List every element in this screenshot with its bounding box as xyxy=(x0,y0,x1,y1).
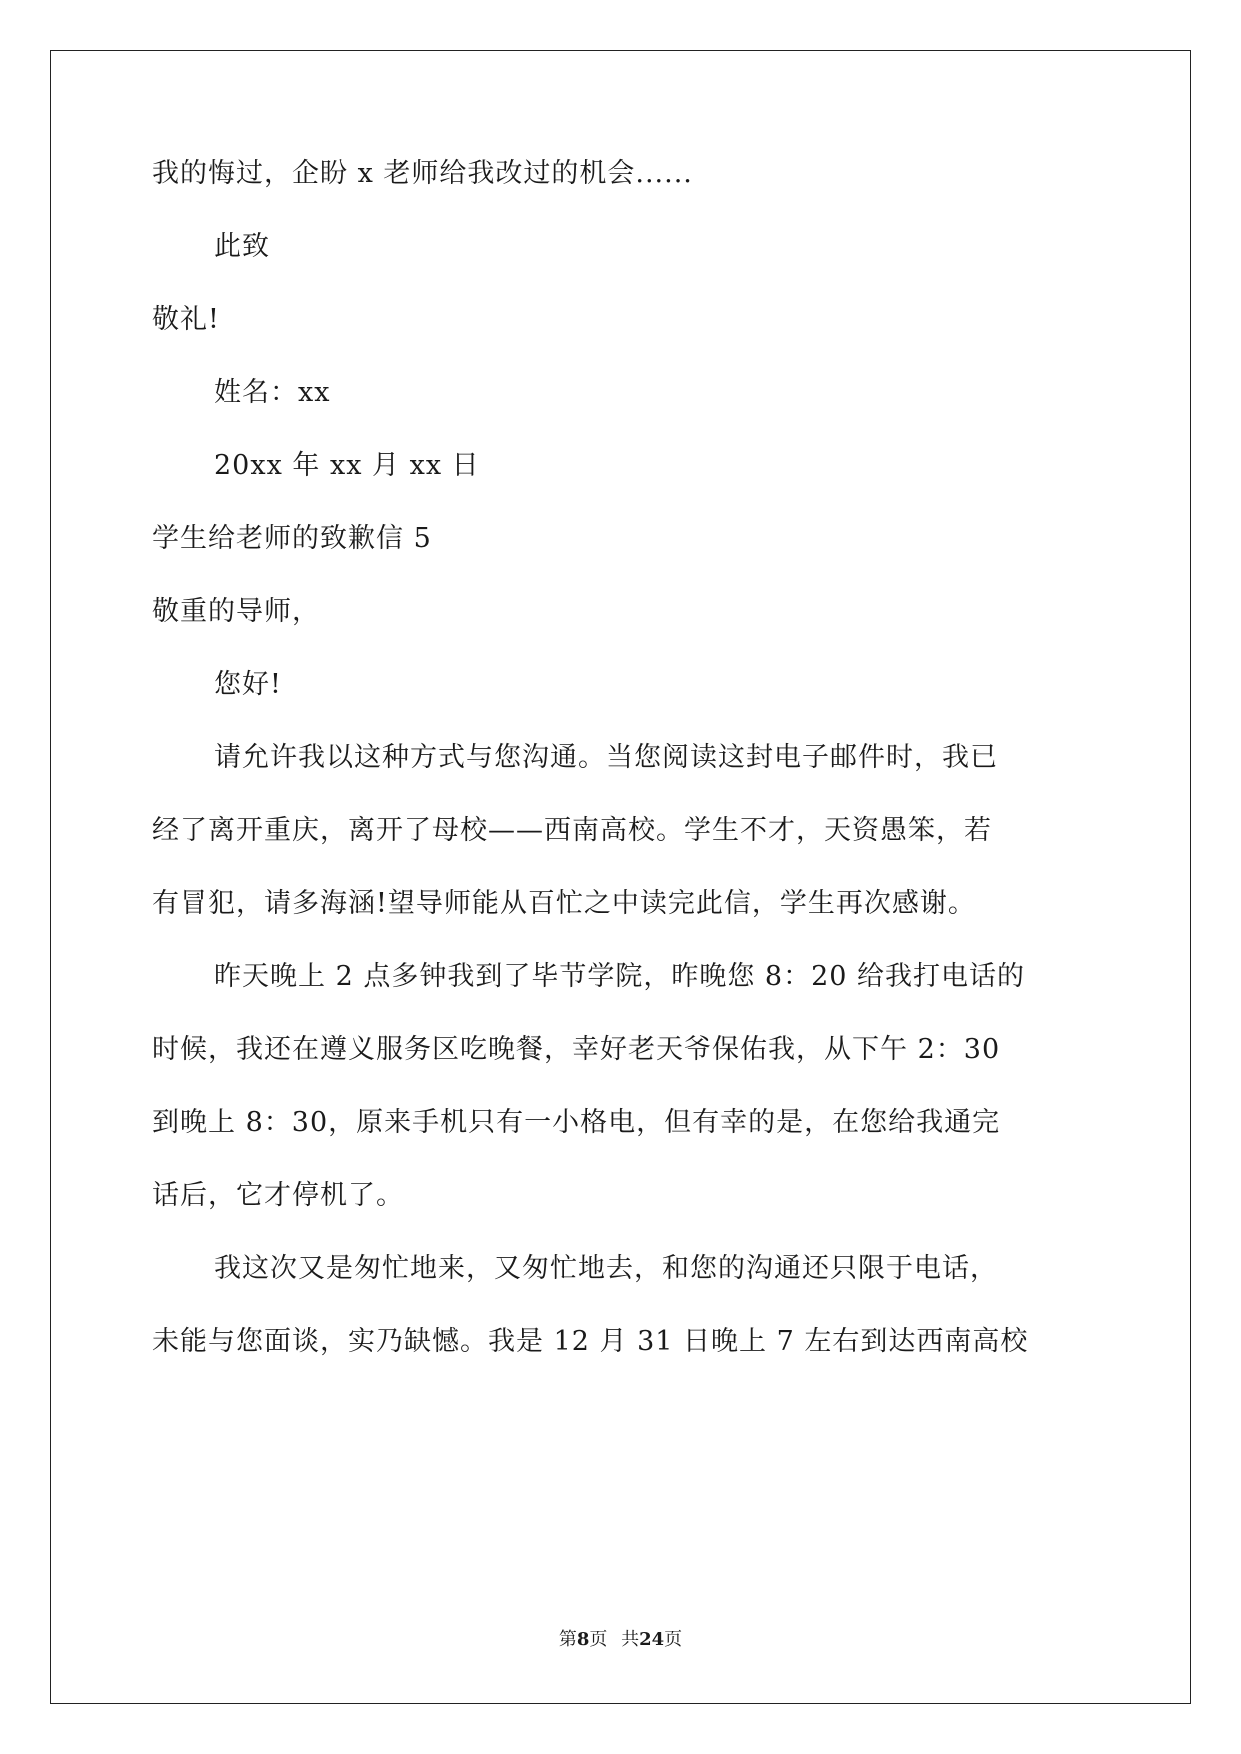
footer-page-suffix: 页 xyxy=(589,1629,608,1650)
paragraph-line: 经了离开重庆，离开了母校——西南高校。学生不才，天资愚笨，若 xyxy=(152,815,992,846)
paragraph-line: 有冒犯，请多海涵!望导师能从百忙之中读完此信，学生再次感谢。 xyxy=(152,888,976,919)
section-heading: 学生给老师的致歉信 5 xyxy=(152,523,432,554)
footer-total-prefix: 共 xyxy=(621,1629,640,1650)
page-border xyxy=(50,50,1191,1704)
paragraph-line: 昨天晚上 2 点多钟我到了毕节学院，昨晚您 8：20 给我打电话的 xyxy=(214,961,1026,992)
signature-name: 姓名：xx xyxy=(214,377,331,408)
paragraph-line: 请允许我以这种方式与您沟通。当您阅读这封电子邮件时，我已 xyxy=(214,742,998,773)
text-line: 我的悔过，企盼 x 老师给我改过的机会...... xyxy=(152,158,693,189)
paragraph-line: 话后，它才停机了。 xyxy=(152,1180,404,1211)
total-page-count: 24 xyxy=(639,1629,665,1650)
paragraph-line: 到晚上 8：30，原来手机只有一小格电，但有幸的是，在您给我通完 xyxy=(152,1107,1001,1138)
paragraph-line: 时候，我还在遵义服务区吃晚餐，幸好老天爷保佑我，从下午 2：30 xyxy=(152,1034,1001,1065)
greeting: 您好! xyxy=(214,669,282,700)
salutation: 敬重的导师， xyxy=(152,596,320,627)
paragraph-line: 未能与您面谈，实乃缺憾。我是 12 月 31 日晚上 7 左右到达西南高校 xyxy=(152,1326,1029,1357)
current-page-number: 8 xyxy=(576,1629,590,1650)
page-number-footer xyxy=(0,1628,1241,1652)
signature-date: 20xx 年 xx 月 xx 日 xyxy=(214,450,480,481)
paragraph-line: 我这次又是匆忙地来，又匆忙地去，和您的沟通还只限于电话， xyxy=(214,1253,998,1284)
text-line-salute: 敬礼! xyxy=(152,304,220,335)
text-line-closing: 此致 xyxy=(214,231,270,262)
footer-total-suffix: 页 xyxy=(664,1629,683,1650)
footer-prefix: 第 xyxy=(558,1629,577,1650)
